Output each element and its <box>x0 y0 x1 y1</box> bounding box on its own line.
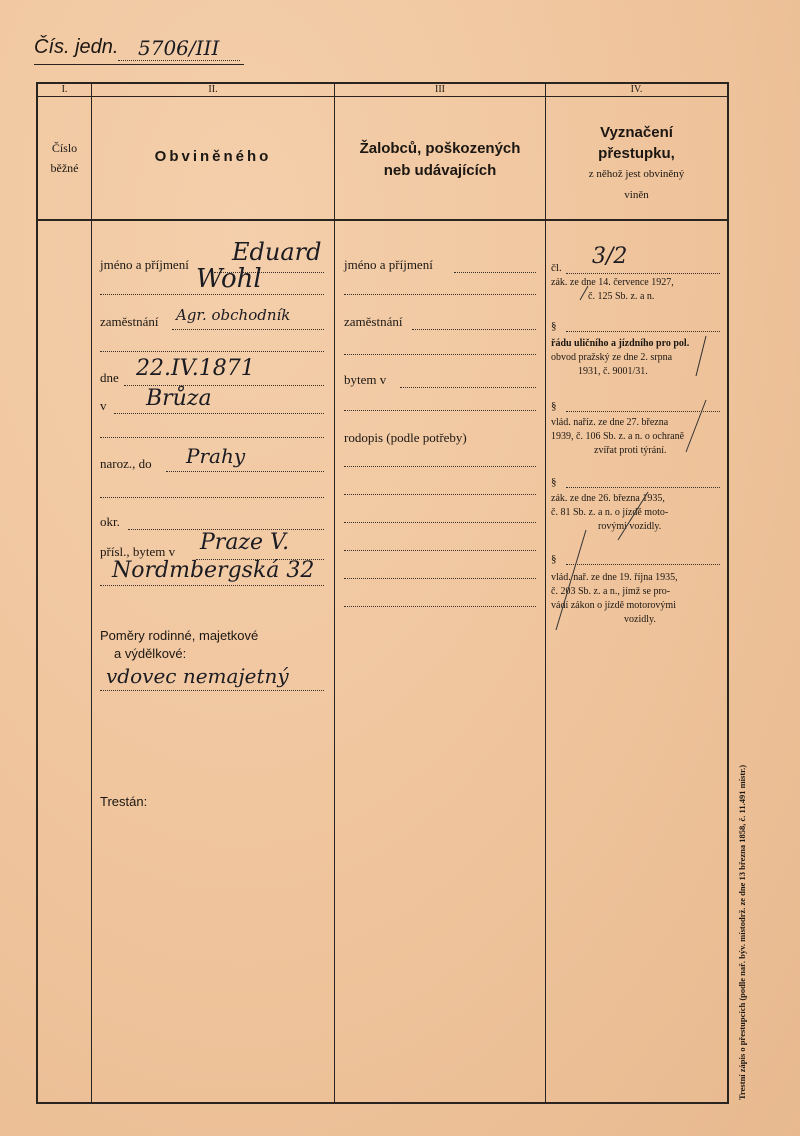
column-III-title-line2: neb udávajících <box>383 162 497 179</box>
offense-cl-value: 3/2 <box>592 244 628 269</box>
column-number-1: I. <box>61 84 68 95</box>
plaintiff-rodopis-line-3 <box>344 522 536 523</box>
cis-jedn-label: Čís. jedn. <box>34 36 119 58</box>
accused-surname-line <box>100 294 324 295</box>
accused-street-line <box>100 585 324 586</box>
column-number-4: IV. <box>630 84 643 95</box>
column-I-title-line2: běžné <box>50 161 79 175</box>
side-note: Trestní zápis o přestupcích (podle nař. býv. místodrž. ze dne 13 března 1858, č. 11.491 místr.) <box>737 764 747 1100</box>
accused-born-date: 22.IV.1871 <box>136 356 255 381</box>
column-III-title-line1: Žalobců, poškozených <box>359 140 521 157</box>
header-underline <box>34 64 244 65</box>
offense-p4-sect: § <box>551 476 557 488</box>
column-IV-sub-line1: z něhož jest obviněný <box>588 168 685 180</box>
plaintiff-occupation-label: zaměstnání <box>344 314 403 329</box>
offense-p5-line2: č. 203 Sb. z. a n., jímž se pro- <box>551 586 671 597</box>
accused-occupation-label: zaměstnání <box>100 314 159 329</box>
plaintiff-occupation-line-2 <box>344 354 536 355</box>
plaintiff-residence-line <box>400 387 536 388</box>
accused-prisl-value: Praze V. <box>200 530 290 555</box>
offense-p2-line1: řádu uličního a jízdního pro pol. <box>551 338 690 349</box>
accused-place-line-2 <box>100 437 324 438</box>
column-number-3: III <box>435 84 445 95</box>
offense-p1-line1: zák. ze dne 14. července 1927, <box>551 277 674 288</box>
accused-prisl-label: přísl., bytem v <box>100 544 176 559</box>
accused-family-label-2: a výdělkové: <box>114 646 187 661</box>
column-IV-sub-line2: viněn <box>624 189 649 201</box>
offense-p3-line1: vlád. naříz. ze dne 27. března <box>551 417 669 428</box>
accused-place: Brůza <box>146 386 212 411</box>
plaintiff-name-label: jméno a příjmení <box>344 257 433 272</box>
plaintiff-rodopis-label: rodopis (podle potřeby) <box>344 430 467 445</box>
accused-occupation: Agr. obchodník <box>176 306 291 324</box>
offense-cl-label: čl. <box>551 262 562 274</box>
column-IV-title-line1: Vyznačení <box>600 124 673 141</box>
plaintiff-rodopis-line-2 <box>344 494 536 495</box>
plaintiff-name-line <box>454 272 536 273</box>
offense-p4-line1: zák. ze dne 26. března 1935, <box>551 493 665 504</box>
plaintiff-rodopis-line-5 <box>344 578 536 579</box>
plaintiff-rodopis-line-4 <box>344 550 536 551</box>
plaintiff-residence-label: bytem v <box>344 372 387 387</box>
offense-p2-sect: § <box>551 320 557 332</box>
column-IV-header <box>546 122 727 206</box>
accused-naroz-line <box>166 471 324 472</box>
offense-p5-line4: vozidly. <box>624 614 656 625</box>
numbers-row-rule <box>36 96 728 97</box>
accused-sentenced-label: Trestán: <box>100 794 148 809</box>
accused-occupation-line <box>172 329 324 330</box>
accused-place-line <box>114 413 324 414</box>
accused-street: Nordmbergská 32 <box>112 558 315 583</box>
accused-surname: Wohl <box>196 264 262 294</box>
col-divider-2 <box>334 82 335 1102</box>
offense-p4-line3: rovými vozidly. <box>598 521 662 532</box>
accused-family-line <box>100 690 324 691</box>
offense-p2-line2: obvod pražský ze dne 2. srpna <box>551 352 673 363</box>
accused-born-label: dne <box>100 370 119 385</box>
plaintiff-name-line-2 <box>344 294 536 295</box>
accused-family-label-1: Poměry rodinné, majetkové <box>100 628 259 643</box>
plaintiff-residence-line-2 <box>344 410 536 411</box>
column-number-2: II. <box>208 84 218 95</box>
plaintiff-rodopis-line-1 <box>344 466 536 467</box>
accused-naroz-value: Prahy <box>186 444 246 468</box>
accused-family-value: vdovec nemajetný <box>106 664 289 688</box>
offense-p5-sect: § <box>551 553 557 565</box>
offense-p1-line2: č. 125 Sb. z. a n. <box>588 291 655 302</box>
table-left-border <box>36 82 38 1104</box>
offense-p3-sect: § <box>551 400 557 412</box>
accused-first-name: Eduard <box>232 238 322 266</box>
cis-jedn-line <box>118 60 240 61</box>
accused-naroz-label: naroz., do <box>100 456 152 471</box>
table-bottom-border <box>36 1102 728 1104</box>
cis-jedn-value: 5706/III <box>138 36 220 60</box>
column-III-header <box>335 138 545 182</box>
offense-p3-line2: 1939, č. 106 Sb. z. a n. o ochraně <box>551 431 685 442</box>
plaintiff-rodopis-line-6 <box>344 606 536 607</box>
column-IV-title-line2: přestupku, <box>598 145 675 162</box>
offense-p3-line3: zvířat proti týrání. <box>594 445 667 456</box>
column-I-header <box>38 138 91 178</box>
accused-okr-label: okr. <box>100 514 120 529</box>
accused-name-label: jméno a příjmení <box>100 257 189 272</box>
accused-occupation-line-2 <box>100 351 324 352</box>
offense-p4-line2: č. 81 Sb. z. a n. o jízdě moto- <box>551 507 669 518</box>
pencil-strokes <box>546 240 727 640</box>
column-II-header: Obviněného <box>154 148 272 165</box>
plaintiff-occupation-line <box>412 329 536 330</box>
offense-p5-line3: vádí zákon o jízdě motorovými <box>551 600 676 611</box>
col-divider-1 <box>91 82 92 1102</box>
column-I-title-line1: Číslo <box>51 141 78 155</box>
table-right-border <box>727 82 729 1104</box>
offense-p5-line1: vlád. nař. ze dne 19. října 1935, <box>551 572 678 583</box>
header-row-rule <box>36 219 728 221</box>
accused-place-label: v <box>100 398 107 413</box>
offense-p2-line3: 1931, č. 9001/31. <box>578 366 648 377</box>
accused-naroz-line-2 <box>100 497 324 498</box>
